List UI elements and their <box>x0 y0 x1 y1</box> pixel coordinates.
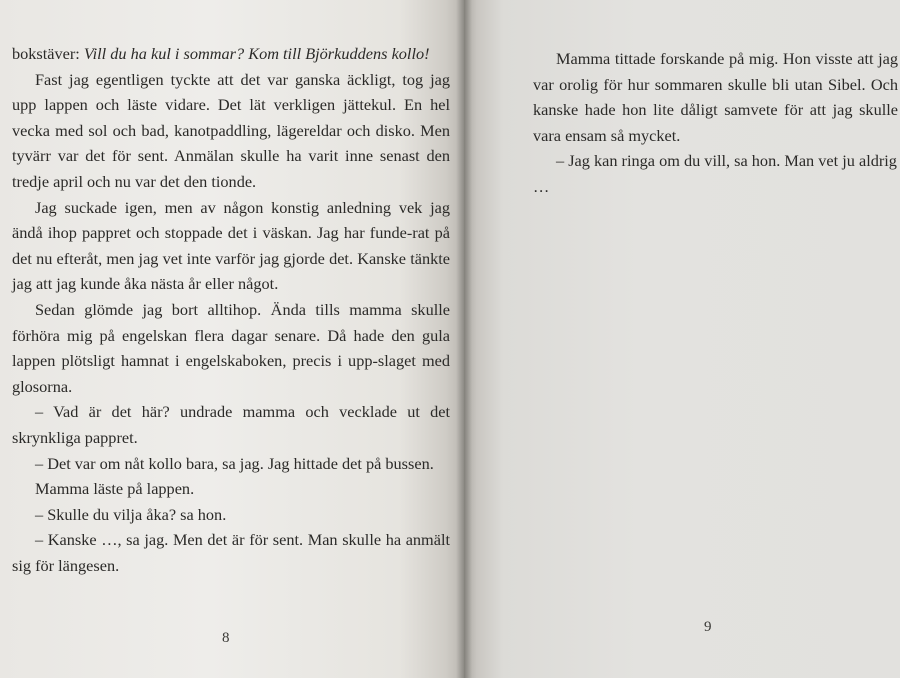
paragraph <box>12 41 450 67</box>
kollo-slogan: Vill du ha kul i sommar? Kom till Björkuddens kollo! <box>83 44 430 63</box>
paragraph: Mamma tittade forskande på mig. Hon visste att jag var orolig för hur sommaren skulle bli utan Sibel. Och kanske hade hon lite dåligt samvete för att jag skulle vara ensam så mycket. <box>533 49 898 145</box>
right-page-text <box>533 46 898 200</box>
page-number: 8 <box>222 630 230 646</box>
dialogue-line: – Jag kan ringa om du vill, sa hon. Man vet ju aldrig … <box>533 151 897 196</box>
paragraph: Mamma läste på lappen. <box>35 479 195 499</box>
dialogue-line: – Vad är det här? undrade mamma och vecklade ut det skrynkliga pappret. <box>12 402 450 447</box>
dialogue-line: – Kanske …, sa jag. Men det är för sent. Man skulle ha anmält sig för längesen. <box>12 530 450 575</box>
paragraph: Sedan glömde jag bort alltihop. Ända tills mamma skulle förhöra mig på engelskan flera dagar senare. Då hade den gula lappen plötsligt hamnat i engelskaboken, precis i upp-slaget med glosorna. <box>12 299 450 396</box>
right-page <box>464 0 900 678</box>
page-number: 9 <box>704 619 712 635</box>
paragraph: Fast jag egentligen tyckte att det var ganska äckligt, tog jag upp lappen och läste vidare. Det lät verkligen jättekul. En hel vecka med sol och bad, kanotpaddling, lägereldar och disko. Men tyvärr var det för sent. Anmälan skulle ha varit inne senast den tredje april och nu var det den tionde. <box>12 69 450 191</box>
dialogue-line: – Det var om nåt kollo bara, sa jag. Jag hittade det på bussen. <box>35 453 434 473</box>
paragraph-text: bokstäver: <box>12 44 84 63</box>
book-gutter <box>456 0 472 678</box>
dialogue-line: – Skulle du vilja åka? sa hon. <box>35 504 227 524</box>
paragraph: Jag suckade igen, men av någon konstig anledning vek jag ändå ihop pappret och stoppade det i väskan. Jag har funde-rat på det nu efteråt, men jag vet inte varför jag gjorde det. Kanske tänkte jag att jag kunde åka nästa år eller något. <box>12 197 450 294</box>
left-page-text <box>12 41 450 578</box>
